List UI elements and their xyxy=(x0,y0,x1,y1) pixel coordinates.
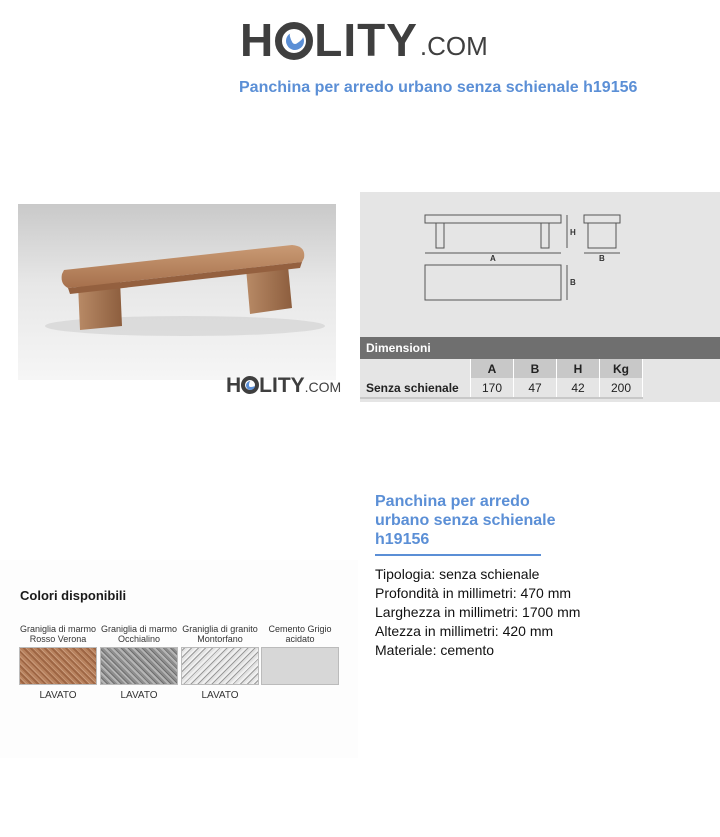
spec-depth: Profondità in millimetri: 470 mm xyxy=(375,585,572,601)
dim-label-a: A xyxy=(490,254,496,263)
color-swatch xyxy=(19,647,97,685)
photo-watermark-logo: H LITY.COM xyxy=(226,374,342,397)
spec-width: Larghezza in millimetri: 1700 mm xyxy=(375,604,581,620)
row-label: Senza schienale xyxy=(360,378,471,398)
logo-text: H LITY xyxy=(240,14,418,66)
color-finish: LAVATO xyxy=(201,690,239,701)
col-header-h: H xyxy=(557,359,600,378)
page-title: Panchina per arredo urbano senza schienale h19156 xyxy=(239,79,638,96)
dim-label-b-top: B xyxy=(570,278,576,287)
color-swatch xyxy=(181,647,259,685)
color-finish: LAVATO xyxy=(120,690,158,701)
watermark-suffix: .COM xyxy=(304,379,342,395)
logo-suffix: .COM xyxy=(419,31,488,61)
spec-height: Altezza in millimetri: 420 mm xyxy=(375,623,554,639)
color-swatch xyxy=(100,647,178,685)
col-header-b: B xyxy=(514,359,557,378)
colors-panel xyxy=(0,560,358,758)
cell-b: 47 xyxy=(514,378,557,398)
dimension-drawing xyxy=(360,192,720,337)
spec-material: Materiale: cemento xyxy=(375,642,495,658)
table-corner xyxy=(360,359,471,378)
color-option xyxy=(19,610,97,701)
product-title: Panchina per arredo urbano senza schienale h19156 xyxy=(375,493,556,548)
color-swatch xyxy=(261,647,339,685)
color-option xyxy=(261,610,339,691)
dimensions-panel xyxy=(360,192,720,402)
table-row xyxy=(360,378,643,398)
color-finish: LAVATO xyxy=(39,690,77,701)
logo-o-icon xyxy=(275,22,313,60)
color-name: Graniglia di granito Montorfano xyxy=(182,624,258,644)
cell-kg: 200 xyxy=(600,378,643,398)
dim-label-b-side: B xyxy=(599,254,605,263)
dim-label-h: H xyxy=(570,228,576,237)
site-logo[interactable] xyxy=(240,16,488,64)
watermark-o-icon xyxy=(241,376,259,394)
col-header-kg: Kg xyxy=(600,359,643,378)
color-option xyxy=(100,610,178,701)
spec-list xyxy=(375,565,580,660)
spec-type: Tipologia: senza schienale xyxy=(375,566,540,582)
color-name: Graniglia di marmo Rosso Verona xyxy=(19,624,97,644)
color-option xyxy=(181,610,259,701)
dimensions-table xyxy=(360,359,643,399)
cell-a: 170 xyxy=(471,378,514,398)
cell-h: 42 xyxy=(557,378,600,398)
color-name: Graniglia di marmo Occhialino xyxy=(100,624,178,644)
color-name: Cemento Grigio acidato xyxy=(268,624,332,644)
col-header-a: A xyxy=(471,359,514,378)
dimensions-header: Dimensioni xyxy=(360,337,720,359)
title-divider xyxy=(375,554,541,556)
colors-title: Colori disponibili xyxy=(20,588,127,603)
